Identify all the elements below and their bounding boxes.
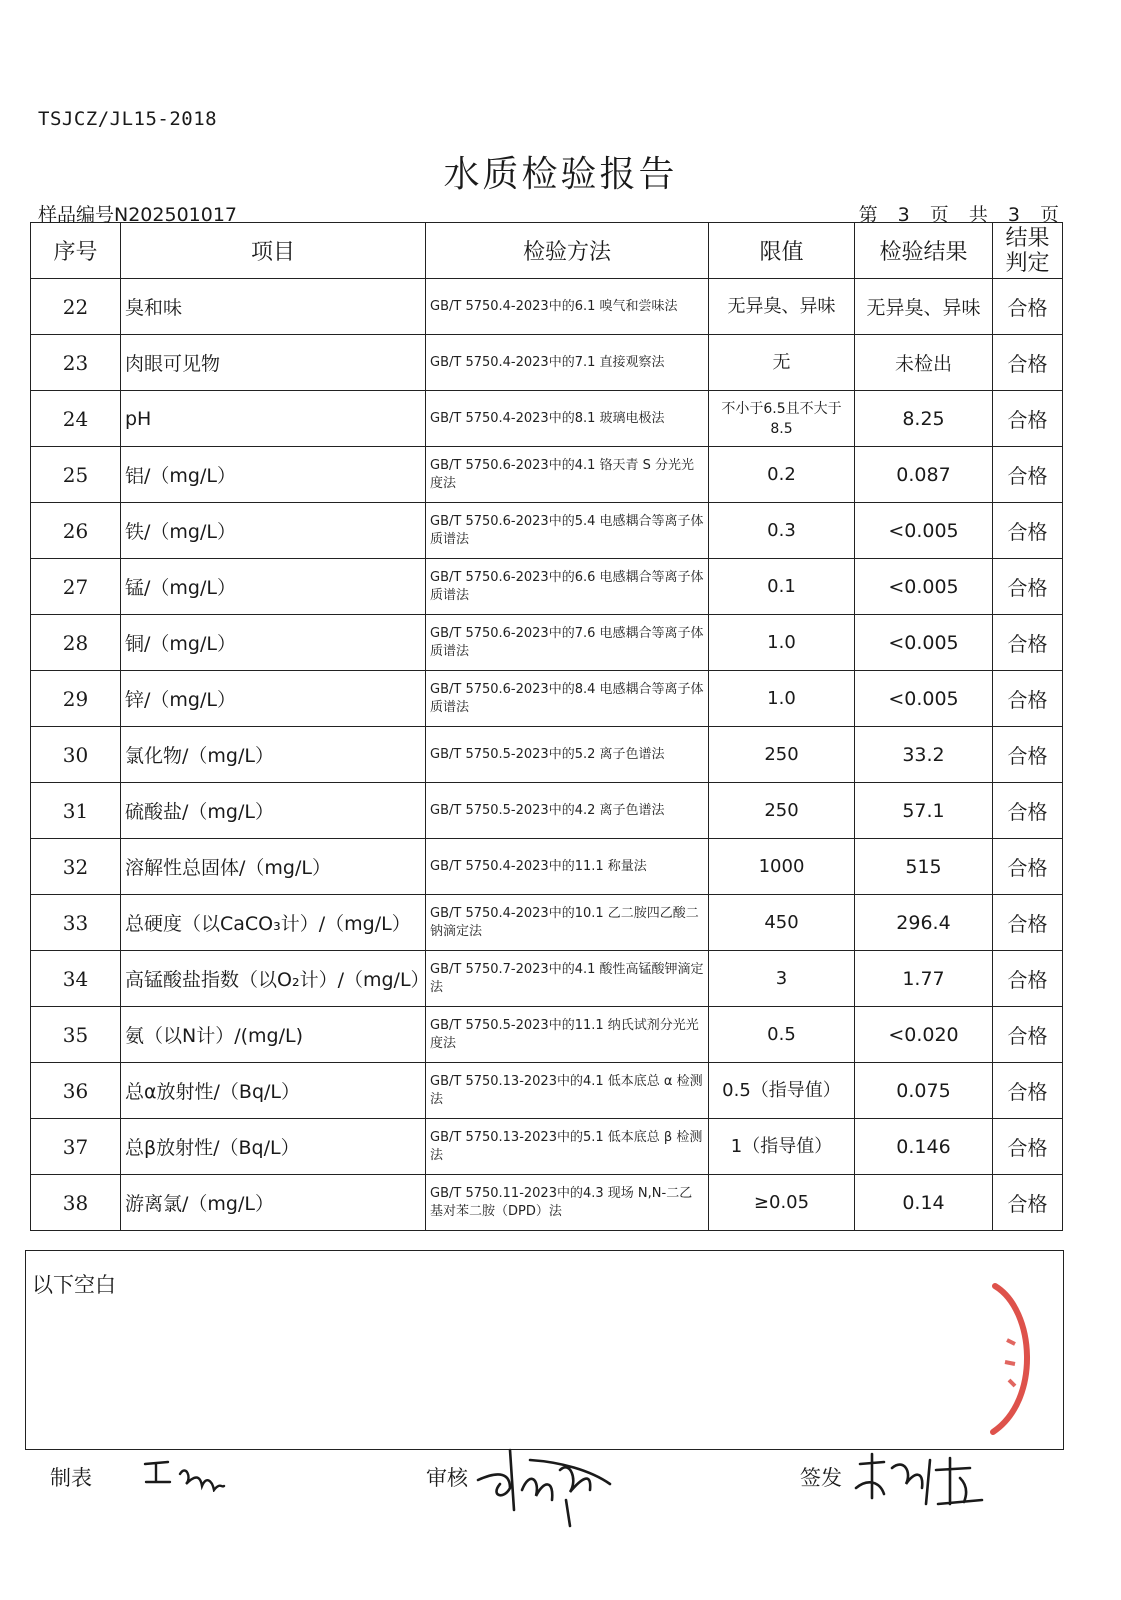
table-row: [31, 391, 1063, 447]
reviewed-by-label: 审核: [426, 1466, 468, 1490]
row-item: 溶解性总固体/（mg/L）: [121, 839, 426, 895]
row-item: 铜/（mg/L）: [121, 615, 426, 671]
table-row: [31, 615, 1063, 671]
row-limit: 0.3: [709, 503, 855, 559]
row-verdict: 合格: [993, 1119, 1063, 1175]
row-limit: 1.0: [709, 671, 855, 727]
row-result: 57.1: [855, 783, 993, 839]
row-item: 硫酸盐/（mg/L）: [121, 783, 426, 839]
row-result: 0.075: [855, 1063, 993, 1119]
page-info: 第 3 页 共 3 页: [858, 204, 1061, 226]
row-number: 38: [31, 1175, 121, 1231]
row-verdict: 合格: [993, 839, 1063, 895]
row-number: 30: [31, 727, 121, 783]
row-number: 34: [31, 951, 121, 1007]
row-item: 游离氯/（mg/L）: [121, 1175, 426, 1231]
row-method: GB/T 5750.4-2023中的6.1 嗅气和尝味法: [426, 279, 709, 335]
table-row: [31, 1063, 1063, 1119]
row-number: 23: [31, 335, 121, 391]
row-limit: 无: [709, 335, 855, 391]
row-verdict: 合格: [993, 391, 1063, 447]
row-item: 锌/（mg/L）: [121, 671, 426, 727]
row-method: GB/T 5750.11-2023中的4.3 现场 N,N-二乙基对苯二胺（DPD）法: [426, 1175, 709, 1231]
header-item: 项目: [121, 223, 426, 279]
document-code: TSJCZ/JL15-2018: [38, 108, 218, 130]
row-item: 氯化物/（mg/L）: [121, 727, 426, 783]
row-number: 36: [31, 1063, 121, 1119]
row-number: 31: [31, 783, 121, 839]
row-item: 肉眼可见物: [121, 335, 426, 391]
row-number: 37: [31, 1119, 121, 1175]
row-result: 296.4: [855, 895, 993, 951]
row-item: pH: [121, 391, 426, 447]
row-item: 总β放射性/（Bq/L）: [121, 1119, 426, 1175]
row-verdict: 合格: [993, 1063, 1063, 1119]
row-item: 氨（以N计）/(mg/L): [121, 1007, 426, 1063]
row-verdict: 合格: [993, 783, 1063, 839]
row-result: 1.77: [855, 951, 993, 1007]
row-result: <0.020: [855, 1007, 993, 1063]
row-item: 臭和味: [121, 279, 426, 335]
table-body: [31, 279, 1063, 1231]
row-method: GB/T 5750.4-2023中的8.1 玻璃电极法: [426, 391, 709, 447]
table-row: [31, 839, 1063, 895]
row-method: GB/T 5750.5-2023中的4.2 离子色谱法: [426, 783, 709, 839]
table-row: [31, 559, 1063, 615]
row-limit: 1000: [709, 839, 855, 895]
row-number: 25: [31, 447, 121, 503]
table-row: [31, 503, 1063, 559]
row-method: GB/T 5750.13-2023中的4.1 低本底总 α 检测法: [426, 1063, 709, 1119]
row-verdict: 合格: [993, 559, 1063, 615]
reviewer-signature-icon: [470, 1440, 620, 1530]
row-method: GB/T 5750.4-2023中的11.1 称量法: [426, 839, 709, 895]
row-verdict: 合格: [993, 335, 1063, 391]
row-number: 27: [31, 559, 121, 615]
row-limit: 无异臭、异味: [709, 279, 855, 335]
issuer-signature-icon: [850, 1448, 990, 1518]
row-limit: 不小于6.5且不大于8.5: [709, 391, 855, 447]
row-method: GB/T 5750.5-2023中的11.1 纳氏试剂分光光度法: [426, 1007, 709, 1063]
header-limit: 限值: [709, 223, 855, 279]
row-result: 未检出: [855, 335, 993, 391]
row-limit: 0.5（指导值）: [709, 1063, 855, 1119]
row-result: <0.005: [855, 615, 993, 671]
header-result: 检验结果: [855, 223, 993, 279]
row-item: 铝/（mg/L）: [121, 447, 426, 503]
blank-area: [25, 1250, 1064, 1450]
row-item: 总α放射性/（Bq/L）: [121, 1063, 426, 1119]
row-verdict: 合格: [993, 727, 1063, 783]
row-verdict: 合格: [993, 503, 1063, 559]
row-number: 24: [31, 391, 121, 447]
row-result: 515: [855, 839, 993, 895]
row-limit: ≥0.05: [709, 1175, 855, 1231]
row-verdict: 合格: [993, 951, 1063, 1007]
blank-note: 以下空白: [32, 1273, 116, 1297]
row-number: 35: [31, 1007, 121, 1063]
row-method: GB/T 5750.6-2023中的7.6 电感耦合等离子体质谱法: [426, 615, 709, 671]
row-verdict: 合格: [993, 1007, 1063, 1063]
row-method: GB/T 5750.7-2023中的4.1 酸性高锰酸钾滴定法: [426, 951, 709, 1007]
page-title: 水质检验报告: [443, 154, 678, 195]
row-result: <0.005: [855, 503, 993, 559]
row-limit: 0.5: [709, 1007, 855, 1063]
table-row: [31, 1175, 1063, 1231]
table-row: [31, 671, 1063, 727]
row-verdict: 合格: [993, 1175, 1063, 1231]
row-verdict: 合格: [993, 895, 1063, 951]
prepared-signature-icon: [140, 1452, 230, 1492]
row-result: 0.146: [855, 1119, 993, 1175]
row-limit: 1.0: [709, 615, 855, 671]
row-item: 高锰酸盐指数（以O₂计）/（mg/L）: [121, 951, 426, 1007]
header-row: [31, 223, 1063, 279]
row-method: GB/T 5750.4-2023中的7.1 直接观察法: [426, 335, 709, 391]
report-table: [30, 222, 1063, 1231]
row-verdict: 合格: [993, 447, 1063, 503]
table-row: [31, 447, 1063, 503]
row-item: 锰/（mg/L）: [121, 559, 426, 615]
row-verdict: 合格: [993, 671, 1063, 727]
row-limit: 1（指导值）: [709, 1119, 855, 1175]
row-result: 0.14: [855, 1175, 993, 1231]
table-row: [31, 1119, 1063, 1175]
row-method: GB/T 5750.6-2023中的4.1 铬天青 S 分光光度法: [426, 447, 709, 503]
row-result: <0.005: [855, 559, 993, 615]
table-row: [31, 727, 1063, 783]
row-method: GB/T 5750.6-2023中的5.4 电感耦合等离子体质谱法: [426, 503, 709, 559]
row-number: 32: [31, 839, 121, 895]
prepared-by-label: 制表: [50, 1466, 92, 1490]
official-seal-icon: [975, 1280, 1045, 1440]
row-number: 28: [31, 615, 121, 671]
row-method: GB/T 5750.6-2023中的6.6 电感耦合等离子体质谱法: [426, 559, 709, 615]
table-row: [31, 279, 1063, 335]
row-number: 29: [31, 671, 121, 727]
row-limit: 250: [709, 783, 855, 839]
table-row: [31, 951, 1063, 1007]
row-method: GB/T 5750.5-2023中的5.2 离子色谱法: [426, 727, 709, 783]
row-number: 26: [31, 503, 121, 559]
row-number: 33: [31, 895, 121, 951]
row-limit: 3: [709, 951, 855, 1007]
row-number: 22: [31, 279, 121, 335]
row-result: 0.087: [855, 447, 993, 503]
row-limit: 250: [709, 727, 855, 783]
header-method: 检验方法: [426, 223, 709, 279]
row-limit: 450: [709, 895, 855, 951]
row-method: GB/T 5750.6-2023中的8.4 电感耦合等离子体质谱法: [426, 671, 709, 727]
row-result: 无异臭、异味: [855, 279, 993, 335]
row-verdict: 合格: [993, 279, 1063, 335]
row-result: <0.005: [855, 671, 993, 727]
header-no: 序号: [31, 223, 121, 279]
row-result: 8.25: [855, 391, 993, 447]
row-method: GB/T 5750.13-2023中的5.1 低本底总 β 检测法: [426, 1119, 709, 1175]
issued-by-label: 签发: [800, 1466, 842, 1490]
row-verdict: 合格: [993, 615, 1063, 671]
row-method: GB/T 5750.4-2023中的10.1 乙二胺四乙酸二钠滴定法: [426, 895, 709, 951]
sample-number: 样品编号N202501017: [38, 204, 238, 226]
row-item: 铁/（mg/L）: [121, 503, 426, 559]
table-row: [31, 783, 1063, 839]
row-limit: 0.2: [709, 447, 855, 503]
row-item: 总硬度（以CaCO₃计）/（mg/L）: [121, 895, 426, 951]
table-row: [31, 1007, 1063, 1063]
header-verdict: 结果判定: [993, 223, 1063, 279]
table-row: [31, 335, 1063, 391]
row-result: 33.2: [855, 727, 993, 783]
row-limit: 0.1: [709, 559, 855, 615]
table-row: [31, 895, 1063, 951]
